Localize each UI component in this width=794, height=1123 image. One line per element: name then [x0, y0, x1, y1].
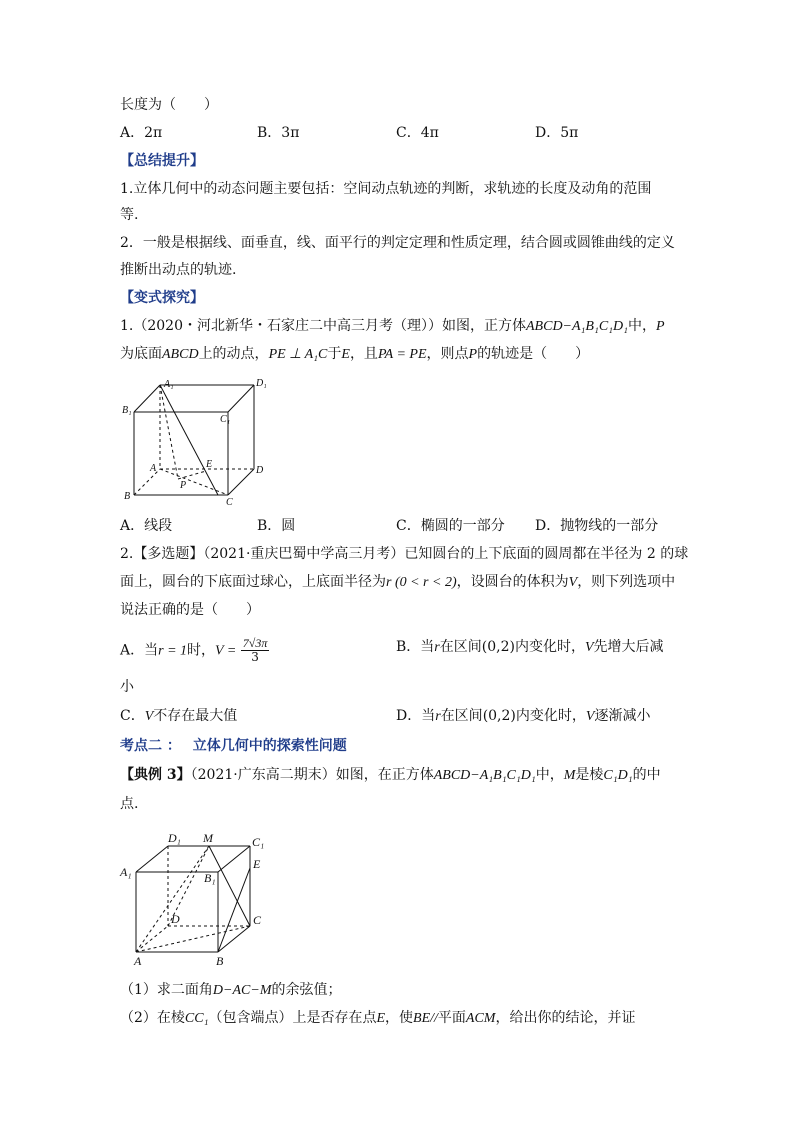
q1-line2: 为底面ABCD上的动点，PE ⊥ A₁C于E，且PA = PE，则点P的轨迹是（ ）: [120, 346, 590, 362]
subquestion-1: （1）求二面角D−AC−M的余弦值；: [120, 982, 342, 998]
summary-p1b: 等.: [120, 207, 139, 223]
fig1-label-p: P: [180, 480, 187, 491]
summary-p2a: 2．一般是根据线、面垂直，线、面平行的判定定理和性质定理，结合圆或圆锥曲线的定义: [120, 235, 675, 251]
subquestion-2: （2）在棱CC₁（包含端点）上是否存在点E，使BE//平面ACM，给出你的结论，并证: [120, 1010, 636, 1026]
q2-option-a: A．当r = 1时，V = $\frac{7√3\pi}{3}$: [120, 636, 268, 664]
fig2-label-b1: B₁: [204, 871, 216, 885]
fig1-label-c1: C₁: [220, 414, 231, 425]
option-c: C．4π: [396, 125, 439, 141]
section-title: 考点二 ： 立体几何中的探索性问题: [120, 738, 347, 754]
fig2-label-a: A: [134, 954, 142, 968]
q2-option-c: C．V不存在最大值: [120, 708, 238, 724]
option-b: B．3π: [257, 125, 300, 141]
fig2-label-e: E: [253, 857, 261, 871]
example3-line1: 【典例 3】（2021·广东高二期末）如图，在正方体ABCD−A₁B₁C₁D₁中，M是棱C₁D₁的中: [120, 767, 661, 783]
fig1-label-d: D: [256, 465, 264, 476]
fig2-label-d: D: [171, 912, 180, 926]
q2-line3: 说法正确的是（ ）: [120, 602, 260, 618]
fig2-label-m: M: [203, 831, 213, 845]
cube-figure-1: [118, 375, 278, 510]
cube-figure-2: [118, 828, 278, 968]
q1-option-b: B．圆: [257, 518, 296, 534]
fig1-label-d1: D₁: [256, 378, 267, 389]
fig2-label-c1: C₁: [252, 835, 265, 849]
continued-question-line: 长度为（ ）: [120, 97, 218, 113]
option-a: A．2π: [120, 125, 163, 141]
q1-option-c: C．椭圆的一部分: [396, 518, 505, 534]
fig1-label-a1: A₁: [164, 379, 174, 390]
fig1-label-b: B: [124, 491, 131, 502]
q1-option-d: D．抛物线的一部分: [535, 518, 659, 534]
q2-line1: 2.【多选题】（2021·重庆巴蜀中学高三月考）已知圆台的上下底面的圆周都在半径为 2 的球: [120, 546, 689, 562]
fig1-label-e: E: [206, 459, 213, 470]
q2-option-d: D．当r在区间(0,2)内变化时，V逐渐减小: [396, 708, 651, 724]
summary-header: 【总结提升】: [120, 153, 204, 169]
fig2-label-d1: D₁: [168, 831, 181, 845]
q2-option-b: B．当r在区间(0,2)内变化时，V先增大后减: [396, 639, 664, 655]
summary-p2b: 推断出动点的轨迹.: [120, 262, 237, 278]
q1-option-a: A．线段: [120, 518, 173, 534]
q1-line1: 1.（2020・河北新华・石家庄二中高三月考（理））如图，正方体ABCD−A₁B₁C₁D₁中，P: [120, 318, 665, 334]
fig2-label-c: C: [253, 913, 262, 927]
fig2-label-a1: A₁: [120, 865, 132, 879]
variant-header: 【变式探究】: [120, 290, 204, 306]
fig1-label-a: A: [150, 463, 157, 474]
q2-line2: 面上，圆台的下底面过球心，上底面半径为r (0 < r < 2)，设圆台的体积为V，则下列选项中: [120, 574, 676, 590]
q2-option-b-cont: 小: [120, 679, 134, 695]
summary-p1a: 1.立体几何中的动态问题主要包括：空间动点轨迹的判断，求轨迹的长度及动角的范围: [120, 181, 652, 197]
option-d: D．5π: [535, 125, 579, 141]
fig1-label-b1: B₁: [122, 405, 132, 416]
example3-line2: 点.: [120, 796, 139, 812]
fig2-label-b: B: [216, 954, 224, 968]
fig1-label-c: C: [226, 497, 233, 508]
